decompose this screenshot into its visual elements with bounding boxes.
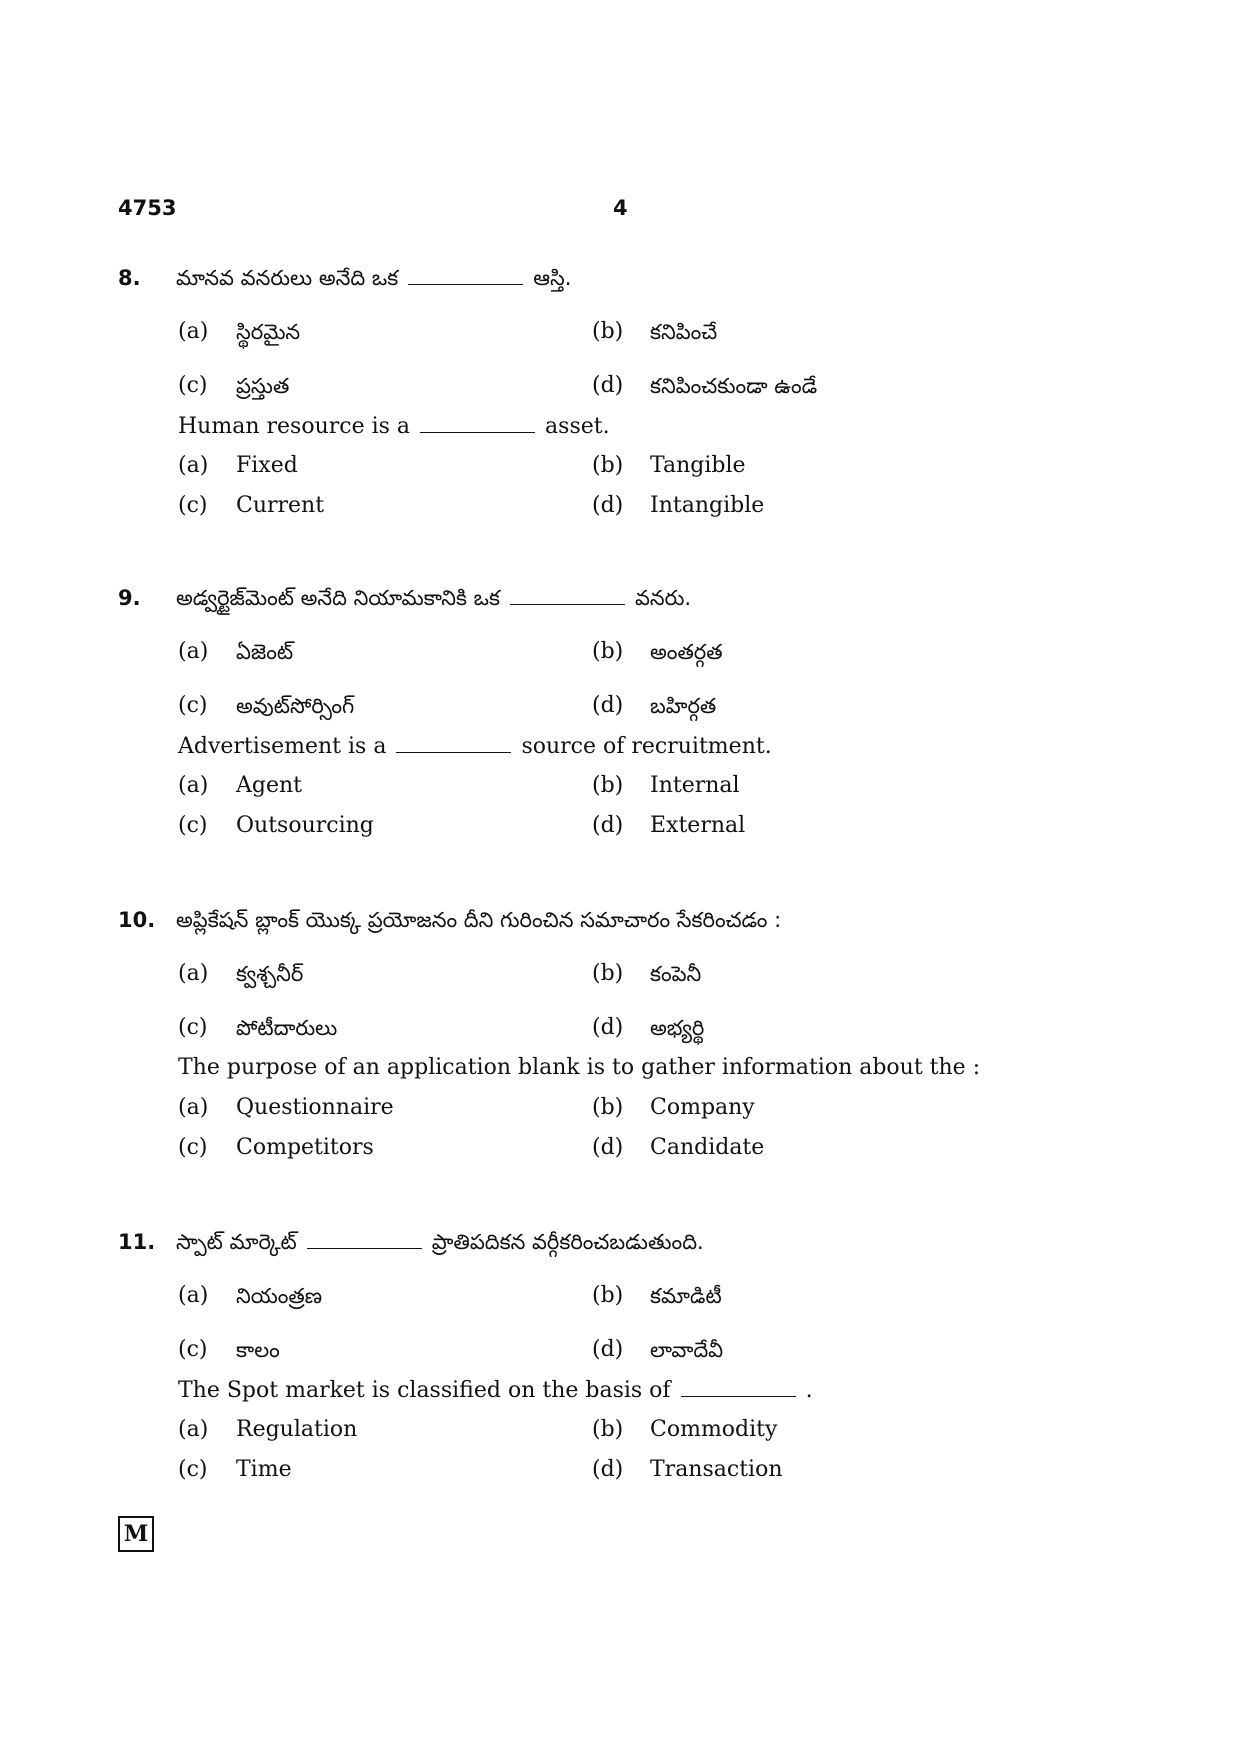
te-stem: మానవ వనరులు అనేది ఒక ఆస్తి. <box>176 258 571 298</box>
te-stem: స్పాట్ మార్కెట్ ప్రాతిపదికన వర్గీకరించబడుతుంది. <box>176 1222 704 1262</box>
answer-blank <box>681 1370 796 1397</box>
option-label: (d) <box>592 813 624 838</box>
paper-code: 4753 <box>118 196 177 220</box>
te-stem-line <box>118 578 1128 618</box>
option-text: Competitors <box>236 1135 374 1160</box>
te-stem: అడ్వర్టైజ్‌మెంట్ అనేది నియామకానికి ఒక వనరు. <box>176 578 691 618</box>
en-options-row-1 <box>118 766 1128 806</box>
option-text: Regulation <box>236 1417 358 1442</box>
answer-blank <box>408 258 523 285</box>
te-stem-line <box>118 258 1128 298</box>
option-text: Tangible <box>650 453 746 478</box>
en-options-row-1 <box>118 1410 1128 1450</box>
option-label: (c) <box>178 373 208 398</box>
option-label: (b) <box>592 453 624 478</box>
option-label: (c) <box>178 1457 208 1482</box>
option-label: (b) <box>592 1283 624 1308</box>
te-options-row-2 <box>118 1330 1128 1370</box>
en-stem-line <box>118 406 1128 446</box>
option-label: (a) <box>178 453 209 478</box>
en-stem-line <box>118 726 1128 766</box>
option-text: Current <box>236 493 325 518</box>
medium-mark: M <box>123 1521 149 1547</box>
option-label: (d) <box>592 1457 624 1482</box>
option-text: ప్రస్తుత <box>236 374 290 398</box>
en-options-row-2 <box>118 486 1128 526</box>
en-options-row-1 <box>118 446 1128 486</box>
option-text: Agent <box>236 773 302 798</box>
en-options-row-2 <box>118 806 1128 846</box>
option-label: (b) <box>592 1417 624 1442</box>
option-label: (c) <box>178 1337 208 1362</box>
answer-blank <box>420 406 535 433</box>
en-options-row-1 <box>118 1088 1128 1128</box>
option-label: (a) <box>178 1417 209 1442</box>
en-stem-line <box>118 1048 1128 1088</box>
option-text: Time <box>236 1457 292 1482</box>
option-text: అవుట్‌సోర్సింగ్ <box>236 694 355 718</box>
te-stem: అప్లికేషన్ బ్లాంక్ యొక్క ప్రయోజనం దీని గురించిన సమాచారం సేకరించడం : <box>176 908 782 932</box>
option-label: (d) <box>592 373 624 398</box>
question-number: 10. <box>118 908 156 932</box>
option-label: (c) <box>178 813 208 838</box>
option-text: External <box>650 813 746 838</box>
option-text: Candidate <box>650 1135 765 1160</box>
option-label: (a) <box>178 639 209 664</box>
option-text: అభ్యర్థి <box>650 1016 705 1040</box>
en-stem: Advertisement is a source of recruitment. <box>178 726 772 767</box>
option-label: (d) <box>592 493 624 518</box>
question-8 <box>118 258 1128 526</box>
en-options-row-2 <box>118 1450 1128 1490</box>
te-options-row-1 <box>118 632 1128 672</box>
question-number: 9. <box>118 586 141 610</box>
option-text: కంపెనీ <box>650 962 702 986</box>
te-options-row-1 <box>118 312 1128 352</box>
option-text: నియంత్రణ <box>236 1284 323 1308</box>
option-text: Commodity <box>650 1417 778 1442</box>
option-label: (b) <box>592 961 624 986</box>
option-label: (c) <box>178 693 208 718</box>
option-label: (a) <box>178 1283 209 1308</box>
medium-mark-box <box>118 1516 154 1552</box>
te-stem-line <box>118 1222 1128 1262</box>
page-header <box>118 196 1128 226</box>
option-text: కనిపించకుండా ఉండే <box>650 374 818 398</box>
te-options-row-2 <box>118 686 1128 726</box>
question-11 <box>118 1222 1128 1490</box>
en-stem: Human resource is a asset. <box>178 406 610 447</box>
question-10 <box>118 900 1128 1168</box>
option-label: (d) <box>592 693 624 718</box>
option-label: (d) <box>592 1135 624 1160</box>
option-text: ఏజెంట్ <box>236 640 294 664</box>
option-text: స్థిరమైన <box>236 320 301 344</box>
option-text: కమాడిటీ <box>650 1284 722 1308</box>
option-label: (d) <box>592 1337 624 1362</box>
en-stem: The purpose of an application blank is to gather information about the : <box>178 1055 981 1080</box>
option-text: Intangible <box>650 493 765 518</box>
option-text: కాలం <box>236 1338 280 1362</box>
option-text: Company <box>650 1095 755 1120</box>
en-stem-line <box>118 1370 1128 1410</box>
option-label: (b) <box>592 773 624 798</box>
en-options-row-2 <box>118 1128 1128 1168</box>
te-options-row-1 <box>118 954 1128 994</box>
te-options-row-2 <box>118 1008 1128 1048</box>
question-number: 8. <box>118 266 141 290</box>
option-text: కనిపించే <box>650 320 718 344</box>
answer-blank <box>307 1222 422 1249</box>
te-stem-line <box>118 900 1128 940</box>
option-label: (a) <box>178 961 209 986</box>
option-label: (b) <box>592 639 624 664</box>
option-label: (b) <box>592 1095 624 1120</box>
question-number: 11. <box>118 1230 156 1254</box>
option-label: (a) <box>178 319 209 344</box>
option-text: బహిర్గత <box>650 694 717 718</box>
te-options-row-2 <box>118 366 1128 406</box>
option-label: (b) <box>592 319 624 344</box>
option-text: లావాదేవీ <box>650 1338 724 1362</box>
option-text: Internal <box>650 773 740 798</box>
option-text: Transaction <box>650 1457 783 1482</box>
option-label: (c) <box>178 1015 208 1040</box>
option-label: (d) <box>592 1015 624 1040</box>
option-label: (a) <box>178 1095 209 1120</box>
option-text: Outsourcing <box>236 813 374 838</box>
answer-blank <box>510 578 625 605</box>
option-text: క్వశ్చనీర్ <box>236 962 304 986</box>
question-9 <box>118 578 1128 846</box>
answer-blank <box>396 726 511 753</box>
option-text: పోటీదారులు <box>236 1016 338 1040</box>
te-options-row-1 <box>118 1276 1128 1316</box>
option-text: Fixed <box>236 453 298 478</box>
option-text: అంతర్గత <box>650 640 723 664</box>
option-label: (c) <box>178 493 208 518</box>
en-stem: The Spot market is classified on the basis of . <box>178 1370 813 1411</box>
option-label: (c) <box>178 1135 208 1160</box>
option-label: (a) <box>178 773 209 798</box>
page-number: 4 <box>613 196 628 220</box>
option-text: Questionnaire <box>236 1095 394 1120</box>
